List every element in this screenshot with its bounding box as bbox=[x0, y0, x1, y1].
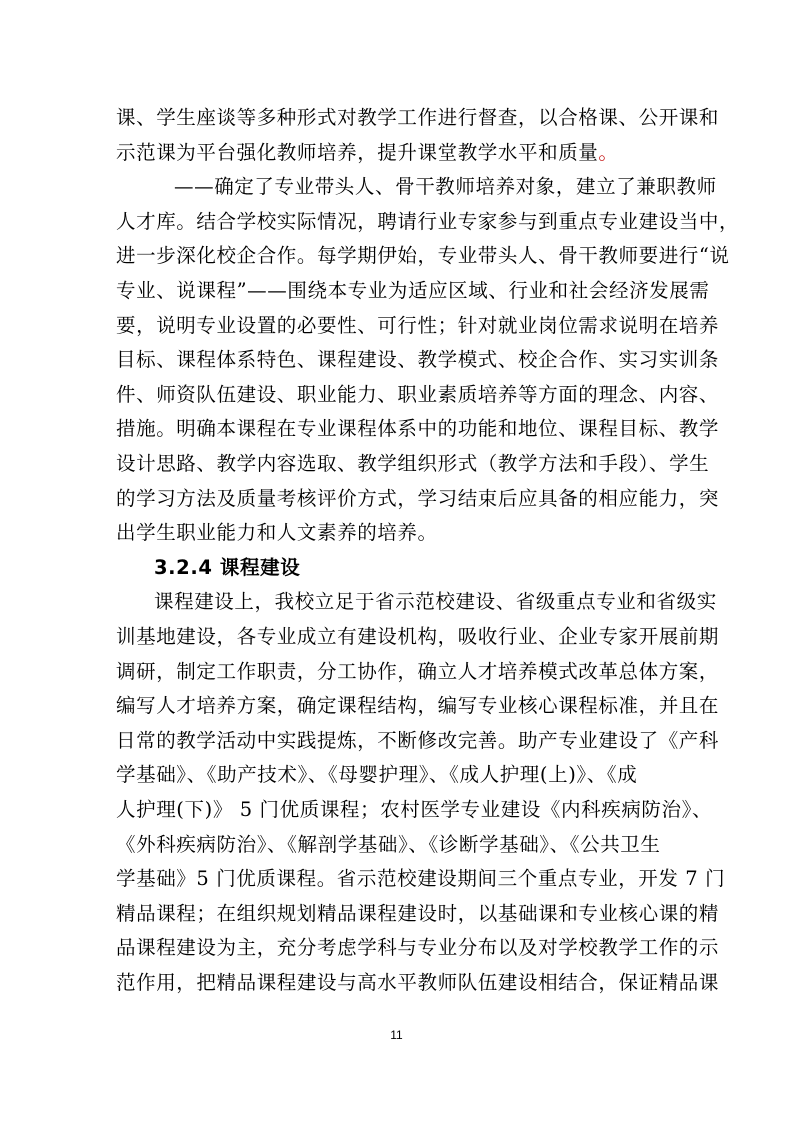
body-text-line: 范作用，把精品课程建设与高水平教师队伍建设相结合，保证精品课 bbox=[116, 971, 720, 994]
body-text-line: 措施。明确本课程在专业课程体系中的功能和地位、课程目标、教学 bbox=[116, 417, 720, 441]
body-text-line: 进一步深化校企合作。每学期伊始，专业带头人、骨干教师要进行“说 bbox=[116, 244, 730, 268]
body-text-line: 学基础》、《助产技术》、《母婴护理》、《成人护理(上)》、《成 bbox=[116, 763, 638, 787]
body-text-line: 调研，制定工作职责，分工协作，确立人才培养模式改革总体方案， bbox=[116, 659, 720, 683]
body-text-line: 学基础》5 门优质课程。省示范校建设期间三个重点专业，开发 7 门 bbox=[116, 867, 726, 891]
body-text-line: 人护理(下)》 5 门优质课程；农村医学专业建设《内科疾病防治》、 bbox=[116, 798, 713, 821]
body-text-line: 设计思路、教学内容选取、教学组织形式（教学方法和手段）、学生 bbox=[116, 452, 710, 475]
body-text-line: 的学习方法及质量考核评价方式，学习结束后应具备的相应能力，突 bbox=[116, 486, 720, 510]
body-text-line: 人才库。结合学校实际情况，聘请行业专家参与到重点专业建设当中， bbox=[116, 209, 740, 233]
highlighted-punctuation: 。 bbox=[598, 140, 619, 164]
body-text-line: 件、师资队伍建设、职业能力、职业素质培养等方面的理念、内容、 bbox=[116, 382, 720, 406]
body-text-line: 目标、课程体系特色、课程建设、教学模式、校企合作、实习实训条 bbox=[116, 348, 720, 372]
section-heading: 3.2.4 课程建设 bbox=[154, 555, 301, 579]
body-text-line: ——确定了专业带头人、骨干教师培养对象，建立了兼职教师 bbox=[174, 175, 717, 199]
body-text-line: 品课程建设为主，充分考虑学科与专业分布以及对学校教学工作的示 bbox=[116, 936, 720, 960]
body-text-line: 要，说明专业设置的必要性、可行性；针对就业岗位需求说明在培养 bbox=[116, 313, 720, 337]
body-text-line: 训基地建设，各专业成立有建设机构，吸收行业、企业专家开展前期 bbox=[116, 625, 720, 648]
body-text: 示范课为平台强化教师培养，提升课堂教学水平和质量 bbox=[116, 140, 599, 164]
body-text-line bbox=[116, 138, 619, 168]
body-text-line: 出学生职业能力和人文素养的培养。 bbox=[116, 521, 438, 545]
body-text-line: 课、学生座谈等多种形式对教学工作进行督查，以合格课、公开课和 bbox=[116, 106, 720, 129]
body-text-line: 编写人才培养方案，确定课程结构，编写专业核心课程标准，并且在 bbox=[116, 694, 720, 718]
page-number: 11 bbox=[390, 1028, 403, 1042]
body-text-line: 精品课程；在组织规划精品课程建设时，以基础课和专业核心课的精 bbox=[116, 901, 720, 925]
body-text-line: 日常的教学活动中实践提炼，不断修改完善。助产专业建设了《产科 bbox=[116, 728, 720, 752]
body-text-line: 专业、说课程”——围绕本专业为适应区域、行业和社会经济发展需 bbox=[116, 279, 710, 302]
body-text-line: 《外科疾病防治》、《解剖学基础》、《诊断学基础》、《公共卫生 bbox=[116, 832, 661, 856]
body-text-line: 课程建设上，我校立足于省示范校建设、省级重点专业和省级实 bbox=[154, 590, 717, 614]
